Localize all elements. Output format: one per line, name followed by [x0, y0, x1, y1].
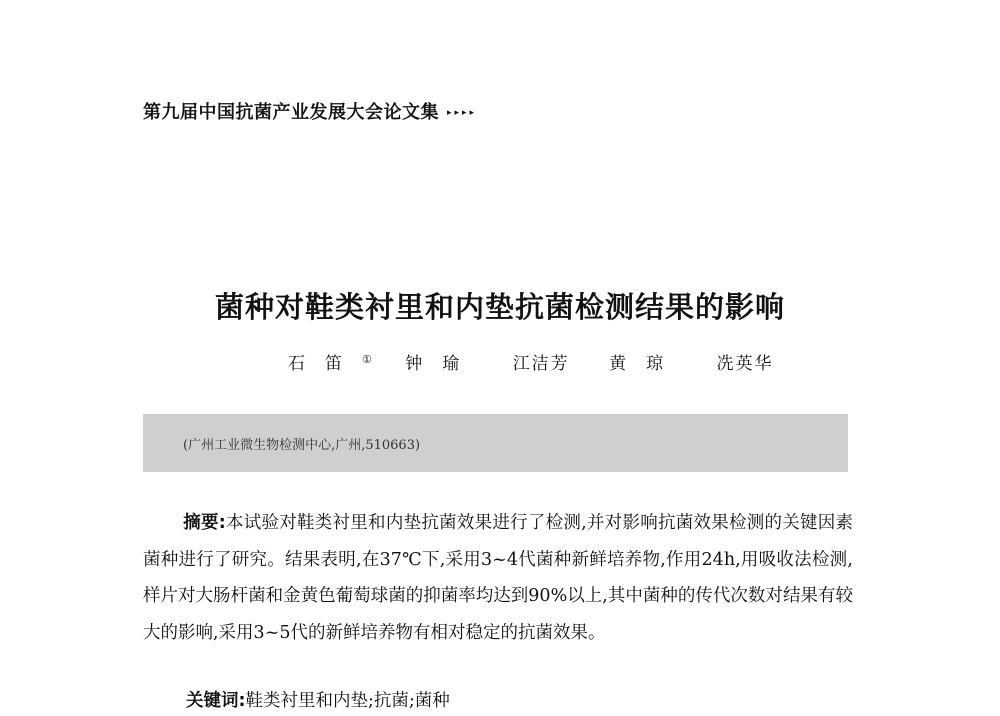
keywords-text: 鞋类衬里和内垫;抗菌;菌种 — [245, 691, 450, 711]
author-name: 黄琼 — [609, 354, 684, 374]
abstract-label: 摘要: — [183, 513, 226, 533]
author-list — [288, 349, 798, 374]
affiliation: (广州工业微生物检测中心,广州,510663) — [183, 438, 421, 453]
footnote-marker: ① — [362, 353, 372, 366]
author-name: 钟瑜 — [405, 354, 480, 374]
abstract — [143, 505, 853, 651]
affiliation-box — [143, 414, 848, 472]
article-title: 菌种对鞋类衬里和内垫抗菌检测结果的影响 — [214, 290, 785, 324]
header-arrow-icons: ▸▸▸▸ — [447, 108, 478, 118]
running-header-title: 第九届中国抗菌产业发展大会论文集 — [143, 102, 439, 123]
keywords — [186, 687, 450, 712]
author-name: 冼英华 — [716, 354, 774, 374]
author-name: 石笛① — [288, 353, 372, 374]
keywords-label: 关键词: — [186, 691, 246, 711]
running-header — [143, 98, 477, 124]
author-name: 江洁芳 — [512, 354, 570, 374]
abstract-text: 本试验对鞋类衬里和内垫抗菌效果进行了检测,并对影响抗菌效果检测的关键因素菌种进行了研究。结果表明,在37℃下,采用3~4代菌种新鲜培养物,作用24h,用吸收法检测,样片对大肠杆菌和金黄色葡萄球菌的抑菌率均达到90%以上,其中菌种的传代次数对结果有较大的影响,采用3~5代的新鲜培养物有相对稳定的抗菌效果。 — [143, 513, 853, 643]
